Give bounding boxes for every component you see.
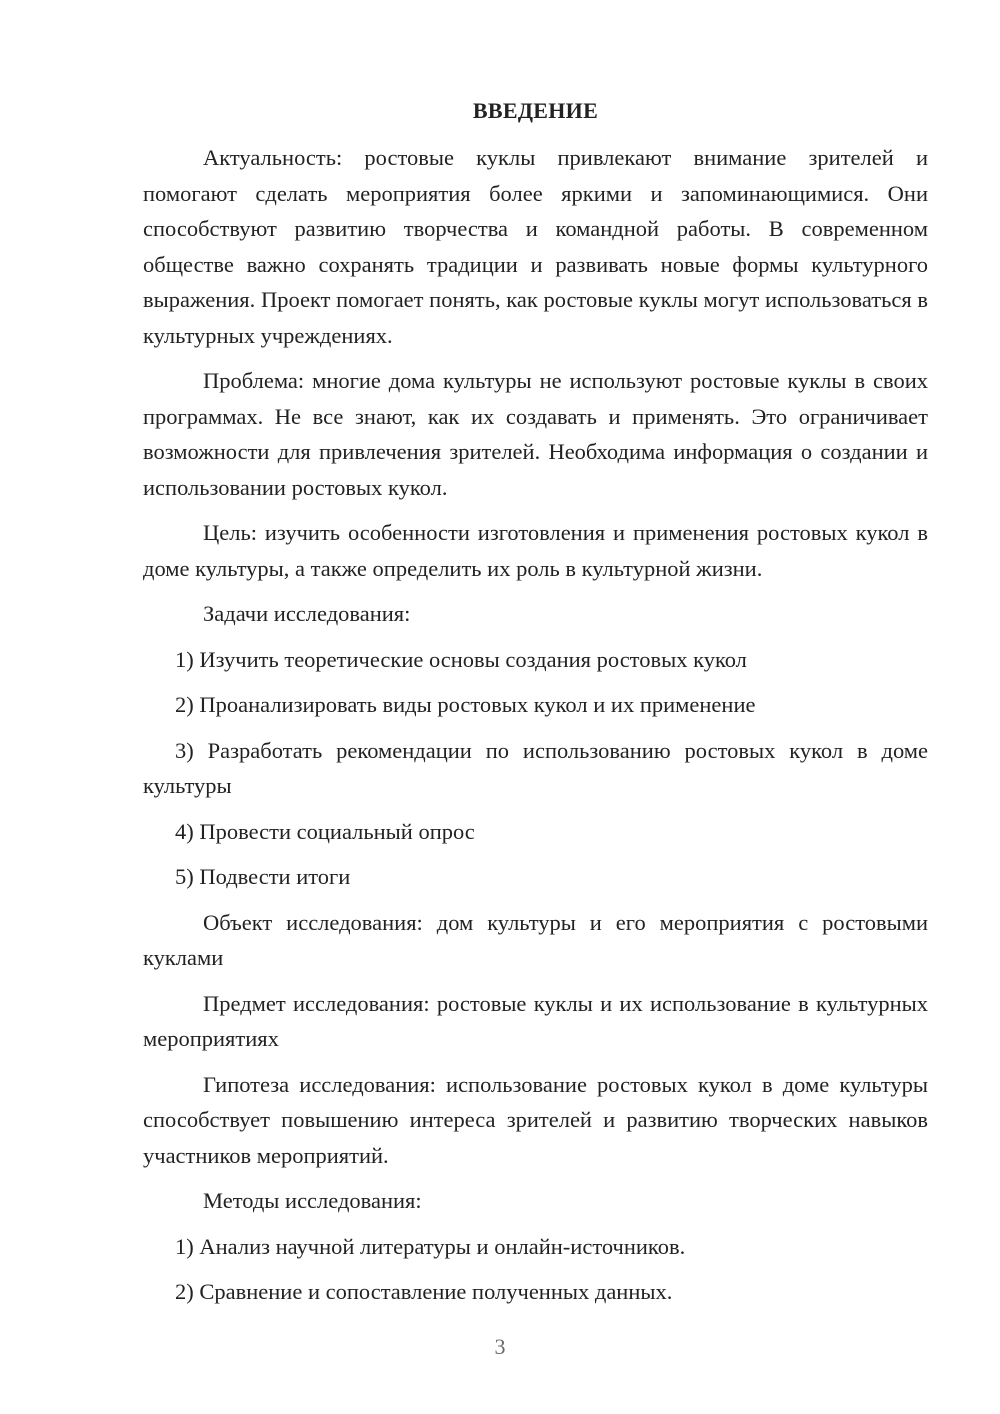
methods-heading: Методы исследования: bbox=[203, 1188, 422, 1213]
hypothesis-paragraph: Гипотеза исследования: использование ростовых кукол в доме культуры способствует повышению интереса зрителей и развитию творческих навыков участников мероприятий. bbox=[143, 1071, 928, 1168]
goal-paragraph: Цель: изучить особенности изготовления и применения ростовых кукол в доме культуры, а также определить их роль в культурной жизни. bbox=[143, 520, 928, 581]
page-content bbox=[143, 96, 928, 1320]
tasks-heading: Задачи исследования: bbox=[203, 601, 411, 626]
method-item-2: 2) Сравнение и сопоставление полученных данных. bbox=[175, 1279, 673, 1304]
section-title: ВВЕДЕНИЕ bbox=[472, 98, 599, 123]
task-item-5: 5) Подвести итоги bbox=[175, 864, 351, 889]
problem-paragraph: Проблема: многие дома культуры не используют ростовые куклы в своих программах. Не все знают, как их создавать и применять. Это ограничивает возможности для привлечения зрителей. Необходима информация о создании и использовании ростовых кукол. bbox=[143, 368, 928, 500]
task-item-3: 3) Разработать рекомендации по использованию ростовых кукол в доме культуры bbox=[143, 737, 928, 798]
object-paragraph: Объект исследования: дом культуры и его мероприятия с ростовыми куклами bbox=[143, 909, 928, 970]
subject-paragraph: Предмет исследования: ростовые куклы и их использование в культурных мероприятиях bbox=[143, 990, 928, 1051]
task-item-2: 2) Проанализировать виды ростовых кукол и их применение bbox=[175, 692, 756, 717]
page-number: 3 bbox=[494, 1334, 506, 1359]
relevance-paragraph: Актуальность: ростовые куклы привлекают внимание зрителей и помогают сделать мероприятия более яркими и запоминающимися. Они способствуют развитию творчества и командной работы. В современном обществе важно сохранять традиции и развивать новые формы культурного выражения. Проект помогает понять, как ростовые куклы могут использоваться в культурных учреждениях. bbox=[143, 145, 928, 348]
task-item-4: 4) Провести социальный опрос bbox=[175, 818, 475, 844]
method-item-1: 1) Анализ научной литературы и онлайн-источников. bbox=[175, 1233, 686, 1259]
task-item-1: 1) Изучить теоретические основы создания ростовых кукол bbox=[175, 646, 747, 672]
